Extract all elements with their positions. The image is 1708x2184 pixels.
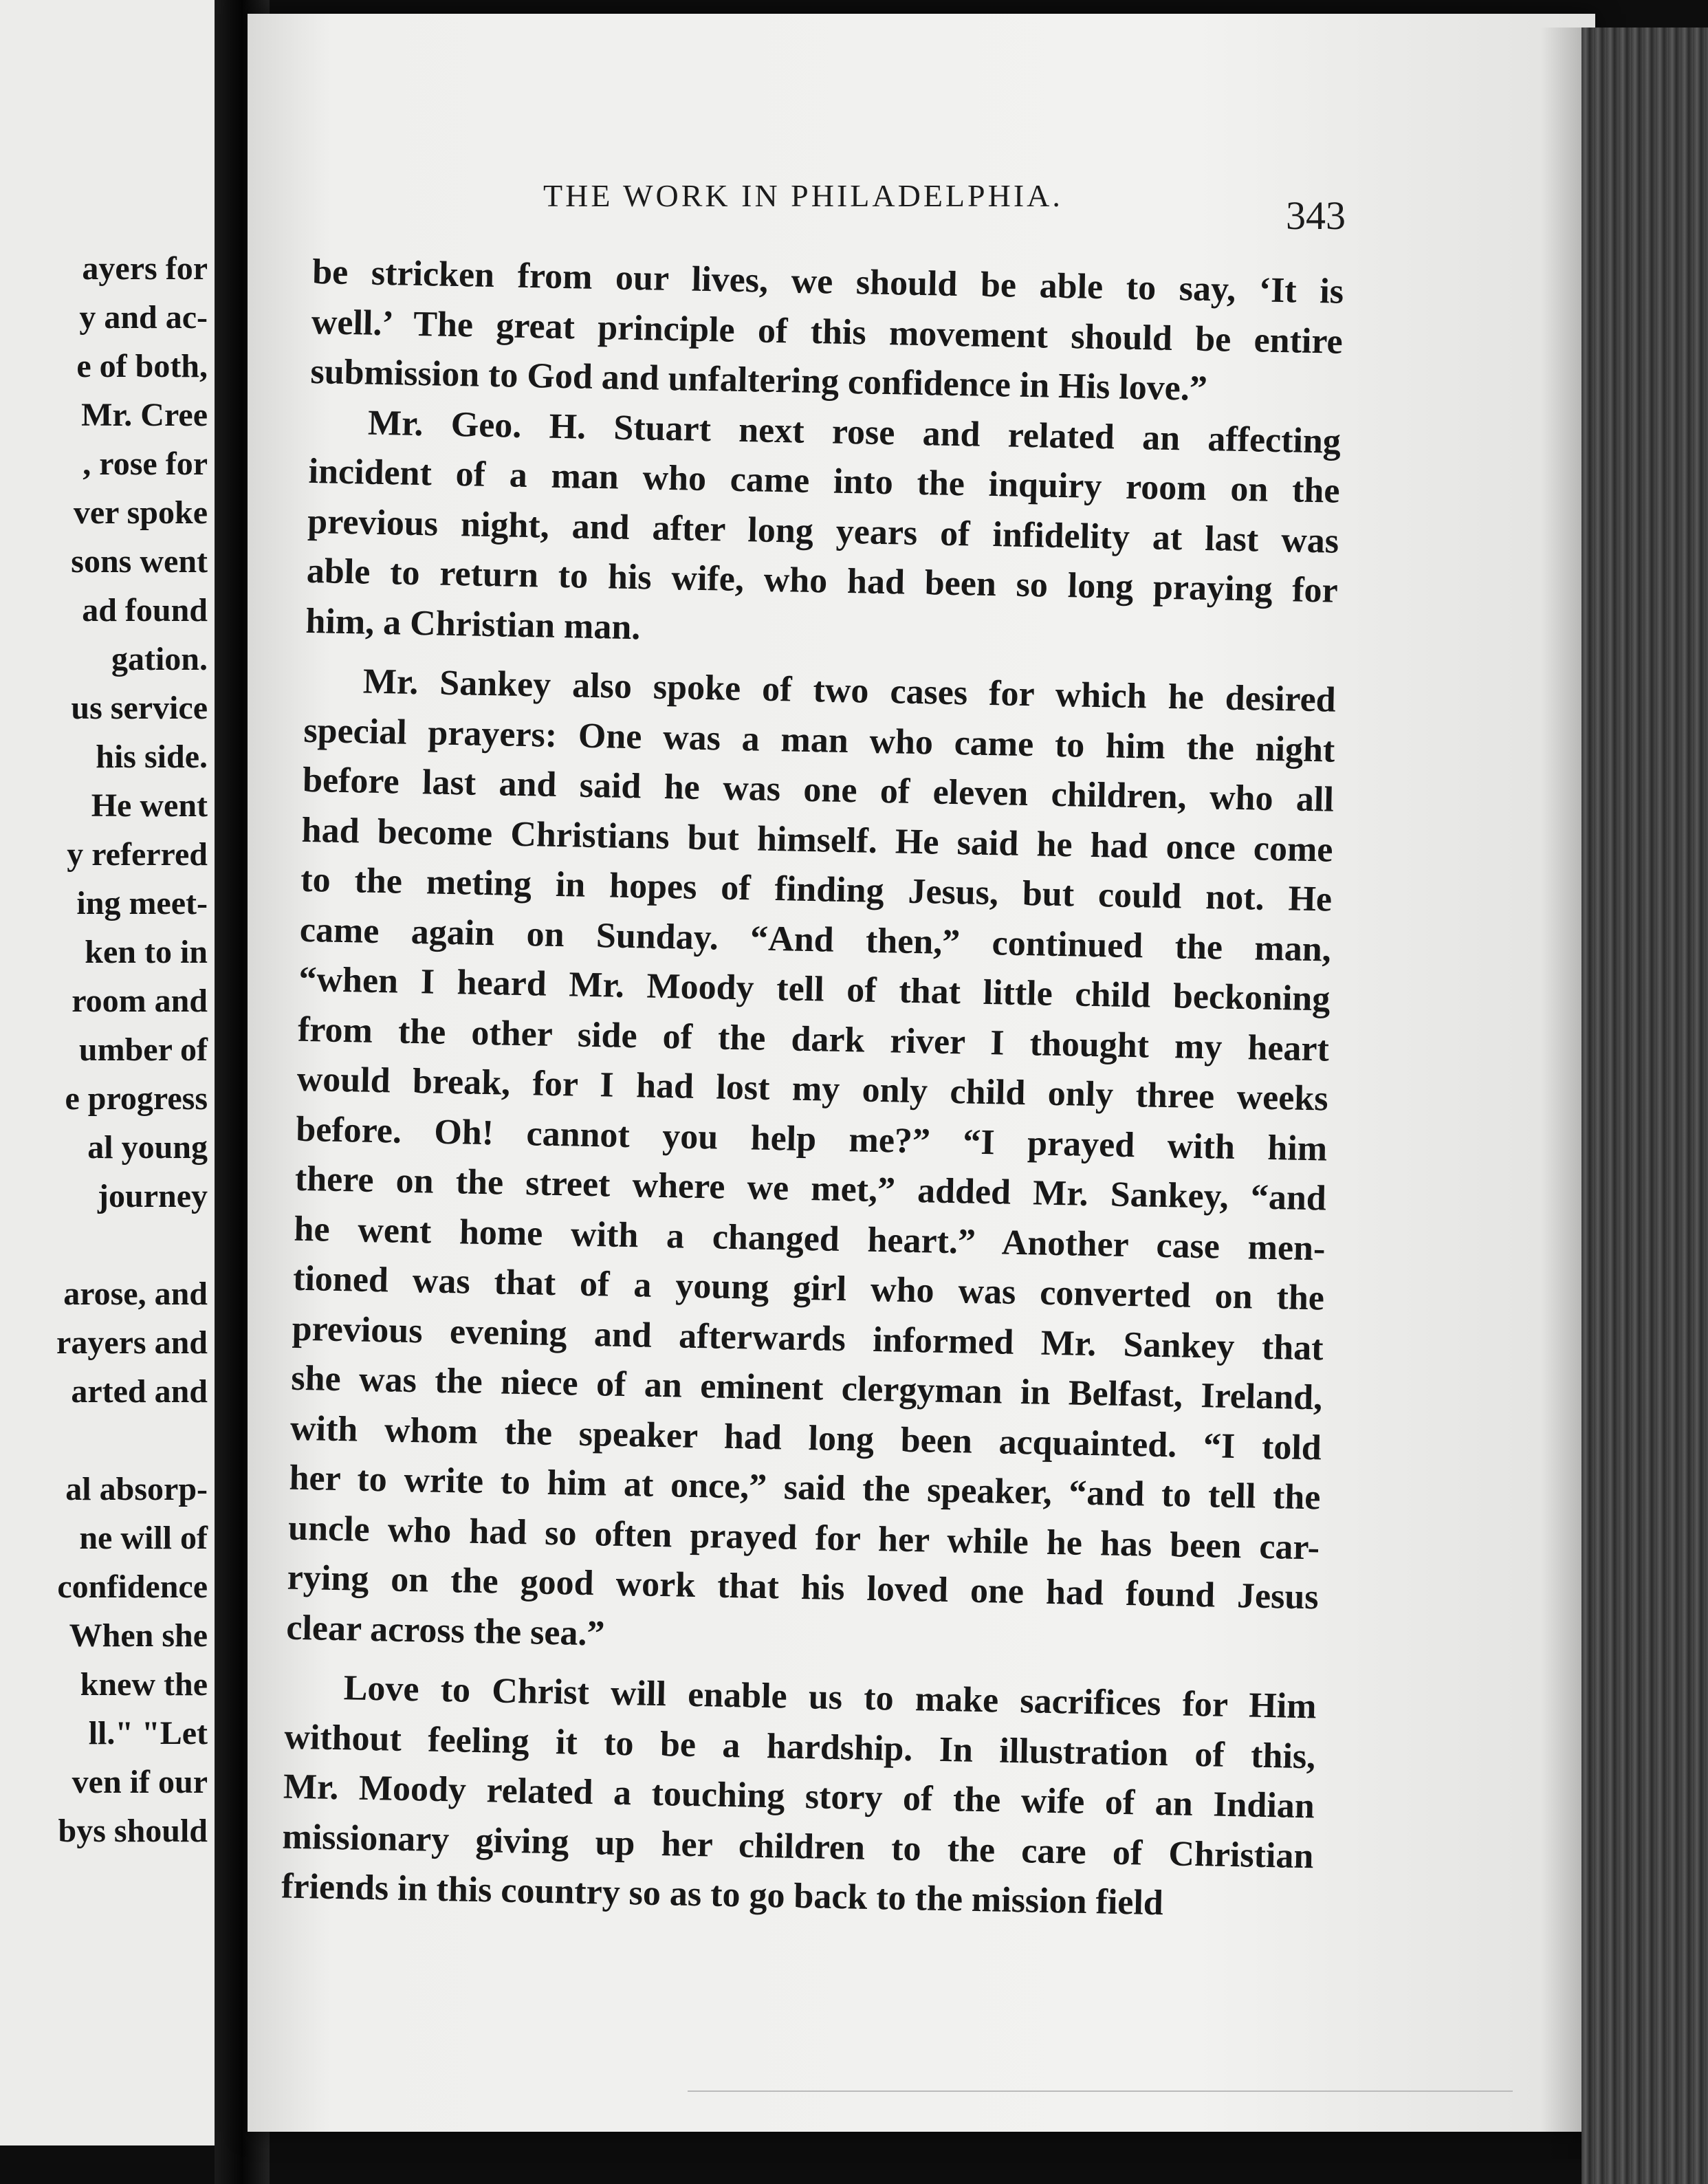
text-line: “when I heard Mr. Moody tell of that little child beckoning xyxy=(298,959,1331,1019)
text-line: before last and said he was one of eleven children, who all xyxy=(302,760,1335,820)
left-page-line: y and ac- xyxy=(79,299,208,336)
left-page-line: his side. xyxy=(96,739,208,775)
text-line: friends in this country so as to go back to the mission field xyxy=(281,1866,1164,1923)
left-page-line: confidence xyxy=(57,1569,208,1605)
left-page-line: room and xyxy=(72,983,208,1019)
text-line: Mr. Sankey also spoke of two cases for which he desired xyxy=(362,662,1337,720)
text-line: from the other side of the dark river I thought my heart xyxy=(297,1009,1330,1069)
text-line: to the meting in hopes of finding Jesus, but could not. He xyxy=(300,860,1333,919)
text-line: him, a Christian man. xyxy=(305,601,641,647)
text-line: uncle who had so often prayed for her while he has been car- xyxy=(287,1508,1320,1567)
text-line: tioned was that of a young girl who was converted on the xyxy=(292,1258,1325,1318)
text-line: came again on Sunday. “And then,” continued the man, xyxy=(299,910,1332,970)
left-page-line: rayers and xyxy=(56,1324,208,1361)
page-number: 343 xyxy=(1286,193,1346,238)
left-page-line: arose, and xyxy=(63,1276,208,1312)
text-line: previous night, and after long years of infidelity at last was xyxy=(307,501,1339,561)
left-page-line: bys should xyxy=(58,1813,208,1849)
left-page-line: sons went xyxy=(71,543,208,580)
text-line: her to write to him at once,” said the speaker, “and to tell the xyxy=(289,1458,1321,1518)
text-line: without feeling it to be a hardship. In illustration of this, xyxy=(283,1717,1316,1776)
text-line: missionary giving up her children to the care of Christian xyxy=(282,1817,1314,1876)
left-page-line: He went xyxy=(91,787,208,824)
text-line: rying on the good work that his loved one had found Jesus xyxy=(287,1558,1320,1617)
text-line: incident of a man who came into the inquiry room on the xyxy=(308,451,1341,511)
scan-line xyxy=(688,2090,1513,2092)
text-line: Mr. Moody related a touching story of the wife of an Indian xyxy=(283,1767,1315,1826)
text-line: there on the street where we met,” added Mr. Sankey, “and xyxy=(294,1159,1327,1219)
left-page-line: journey xyxy=(98,1178,208,1214)
running-head: THE WORK IN PHILADELPHIA. xyxy=(543,178,1063,213)
text-line: be stricken from our lives, we should be able to say, ‘It is xyxy=(311,252,1344,312)
left-page-line: ing meet- xyxy=(76,885,208,921)
text-line: Love to Christ will enable us to make sacrifices for Him xyxy=(343,1668,1317,1727)
left-page-line: ven if our xyxy=(72,1764,208,1800)
left-page-line: ken to in xyxy=(85,934,208,970)
left-page-line: al absorp- xyxy=(65,1471,208,1507)
left-page-line: e of both, xyxy=(76,348,208,384)
left-page-line: ayers for xyxy=(82,250,208,287)
text-line: able to return to his wife, who had been so long praying for xyxy=(306,551,1339,611)
text-line: she was the niece of an eminent clergyman in Belfast, Ireland, xyxy=(290,1358,1323,1418)
text-line: clear across the sea.” xyxy=(285,1608,606,1654)
left-page-line: Mr. Cree xyxy=(81,397,208,433)
left-page-line: ver spoke xyxy=(73,494,208,531)
left-page-line: ne will of xyxy=(79,1520,208,1556)
left-page-line: al young xyxy=(87,1129,208,1166)
left-page-line: e progress xyxy=(65,1080,208,1117)
left-page-line: , rose for xyxy=(83,446,208,482)
left-page-line: When she xyxy=(69,1617,208,1654)
left-page-line: gation. xyxy=(111,641,208,677)
left-page-line: ad found xyxy=(82,592,208,629)
text-line: with whom the speaker had long been acquainted. “I told xyxy=(289,1408,1322,1467)
text-line: well.’ The great principle of this movement should be entire xyxy=(311,302,1344,362)
text-line: Mr. Geo. H. Stuart next rose and related an affecting xyxy=(367,403,1342,461)
left-facing-page xyxy=(0,0,215,2145)
text-line: submission to God and unfaltering confidence in His love.” xyxy=(309,351,1208,409)
left-page-line: ll." "Let xyxy=(88,1715,208,1751)
left-page-line: knew the xyxy=(80,1666,208,1703)
text-line: special prayers: One was a man who came to him the night xyxy=(303,710,1335,770)
text-line: had become Christians but himself. He said he had once come xyxy=(301,810,1334,870)
text-line: would break, for I had lost my only child only three weeks xyxy=(296,1059,1329,1119)
body-text xyxy=(281,248,1344,1932)
left-page-line: us service xyxy=(71,690,208,726)
left-page-line: arted and xyxy=(71,1373,208,1410)
book-fore-edge xyxy=(1581,28,1708,2184)
text-line: previous evening and afterwards informed Mr. Sankey that xyxy=(292,1309,1324,1368)
left-page-line: umber of xyxy=(78,1031,208,1068)
left-page-line: y referred xyxy=(67,836,208,873)
text-line: he went home with a changed heart.” Another case men- xyxy=(294,1209,1326,1269)
text-line: before. Oh! cannot you help me?” “I prayed with him xyxy=(295,1109,1328,1169)
